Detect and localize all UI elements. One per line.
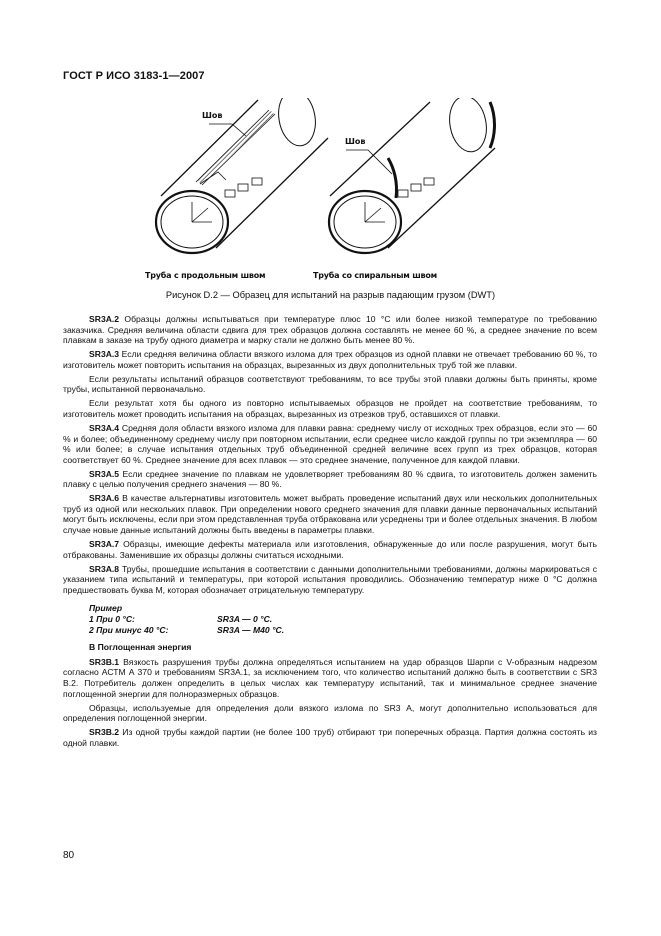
example-title: Пример bbox=[89, 603, 123, 614]
pipe-figure bbox=[140, 98, 500, 266]
figure-caption: Рисунок D.2 — Образец для испытаний на разрыв падающим грузом (DWT) bbox=[165, 290, 496, 300]
seam-label-right: Шов bbox=[345, 137, 366, 146]
section-subheading: В Поглощенная энергия bbox=[89, 642, 192, 653]
paragraph: Если результат хотя бы одного из повторно испытываемых образцов не пройдет на соответствие требованиям, то изготовитель может проводить испытания на образцах, вырезанных из отрезков труб, оставшихся от плавки. bbox=[63, 398, 597, 419]
figure-label-longitudinal: Труба с продольным швом bbox=[145, 271, 266, 280]
paragraph: SR3B.1 Вязкость разрушения трубы должна определяться испытанием на удар образцов Шарпи с V-образным надрезом согласно АСТМ А 370 и требованиям SR3A.1, за исключением того, что количество испытаний должно быть в соответствии с SR3 В.2. Потребитель должен определить в целых числах как температуру испытаний, так и минимальное среднее значение поглощенной энергии для полноразмерных образцов. bbox=[63, 656, 597, 699]
paragraph: SR3B.2 Из одной трубы каждой партии (не более 100 труб) отбирают три поперечных образца. Партия должна состоять из одной плавки. bbox=[63, 727, 597, 748]
figure-label-spiral: Труба со спиральным швом bbox=[313, 271, 437, 280]
paragraph: SR3A.3 Если средняя величина области вязкого излома для трех образцов из одной плавки не отвечает требованию 60 %, то изготовитель может повторить испытания на образцах, вырезанных из двух дополнительных труб той же плавки. bbox=[63, 349, 597, 370]
paragraph: SR3A.5 Если среднее значение по плавкам не удовлетворяет требованиям 80 % сдвига, то изготовитель должен заменить плавку с целью получения среднего значения — 80 %. bbox=[63, 468, 597, 490]
paragraph: SR3A.6 В качестве альтернативы изготовитель может выбрать проведение испытаний двух или нескольких дополнительных труб из одной или нескольких плавок. При определении нового среднего значения для плавки данные первоначальных испытаний могут быть исключены, если при этом представленная труба отбракована или усреднены три и более отдельных значения. В любом случае новые данные испытаний должны быть введены в параметры плавки. bbox=[63, 493, 597, 536]
document-header: ГОСТ Р ИСО 3183-1—2007 bbox=[63, 70, 205, 82]
longitudinal-seam-pipe bbox=[156, 98, 328, 253]
seam-label-left: Шов bbox=[202, 111, 223, 120]
example-row1-value: SR3A — 0 °С. bbox=[217, 613, 273, 624]
example-block bbox=[89, 603, 597, 635]
paragraph: SR3A.8 Трубы, прошедшие испытания в соответствии с данными дополнительными требованиями, должны маркироваться с указанием типа испытаний и температуры, при которой испытания проводились. Обозначению температур ниже 0 °С должна предшествовать буква М, которая обозначает отрицательную температуру. bbox=[63, 563, 597, 595]
paragraph: SR3A.2 Образцы должны испытываться при температуре плюс 10 °С или более низкой температуре по требованию заказчика. Средняя величина области сдвига для трех образцов должна составлять не менее 60 %, а среднее значение по всем плавкам в заказе на трубу одного диаметра и марку стали не должно быть менее 80 %. bbox=[63, 314, 597, 346]
paragraph: SR3A.7 Образцы, имеющие дефекты материала или изготовления, обнаруженные до или после разрушения, могут быть отбракованы. Заменившие их образцы должны считаться исходными. bbox=[63, 539, 597, 560]
body-text bbox=[63, 314, 597, 752]
spiral-seam-pipe bbox=[329, 98, 495, 253]
example-row1-label: 1 При 0 °С: bbox=[89, 613, 135, 624]
pipe-illustration bbox=[140, 98, 500, 266]
example-row2-value: SR3A — М40 °С. bbox=[217, 624, 285, 635]
example-row2-label: 2 При минус 40 °С: bbox=[89, 624, 169, 635]
paragraph: SR3A.4 Средняя доля области вязкого излома для плавки равна: среднему числу от исходных трех образцов, если это — 60 % и более; объединенному среднему числу при повторном испытании, если среднее число каждой группы по три экземпляра — 60 % или более; в случае испытания отдельных труб объединенной средней величине всех групп из трех образцов, которая соответствует 60 %. Среднее значение для всех плавок — это среднее значение, полученное для каждой плавки. bbox=[63, 422, 597, 465]
paragraph: Образцы, используемые для определения доли вязкого излома по SR3 А, могут дополнительно использоваться для определения поглощенной энергии. bbox=[63, 702, 597, 724]
page-number: 80 bbox=[63, 850, 75, 861]
paragraph: Если результаты испытаний образцов соответствуют требованиям, то все трубы этой плавки должны быть приняты, кроме трубы, испытанной первоначально. bbox=[63, 373, 597, 395]
